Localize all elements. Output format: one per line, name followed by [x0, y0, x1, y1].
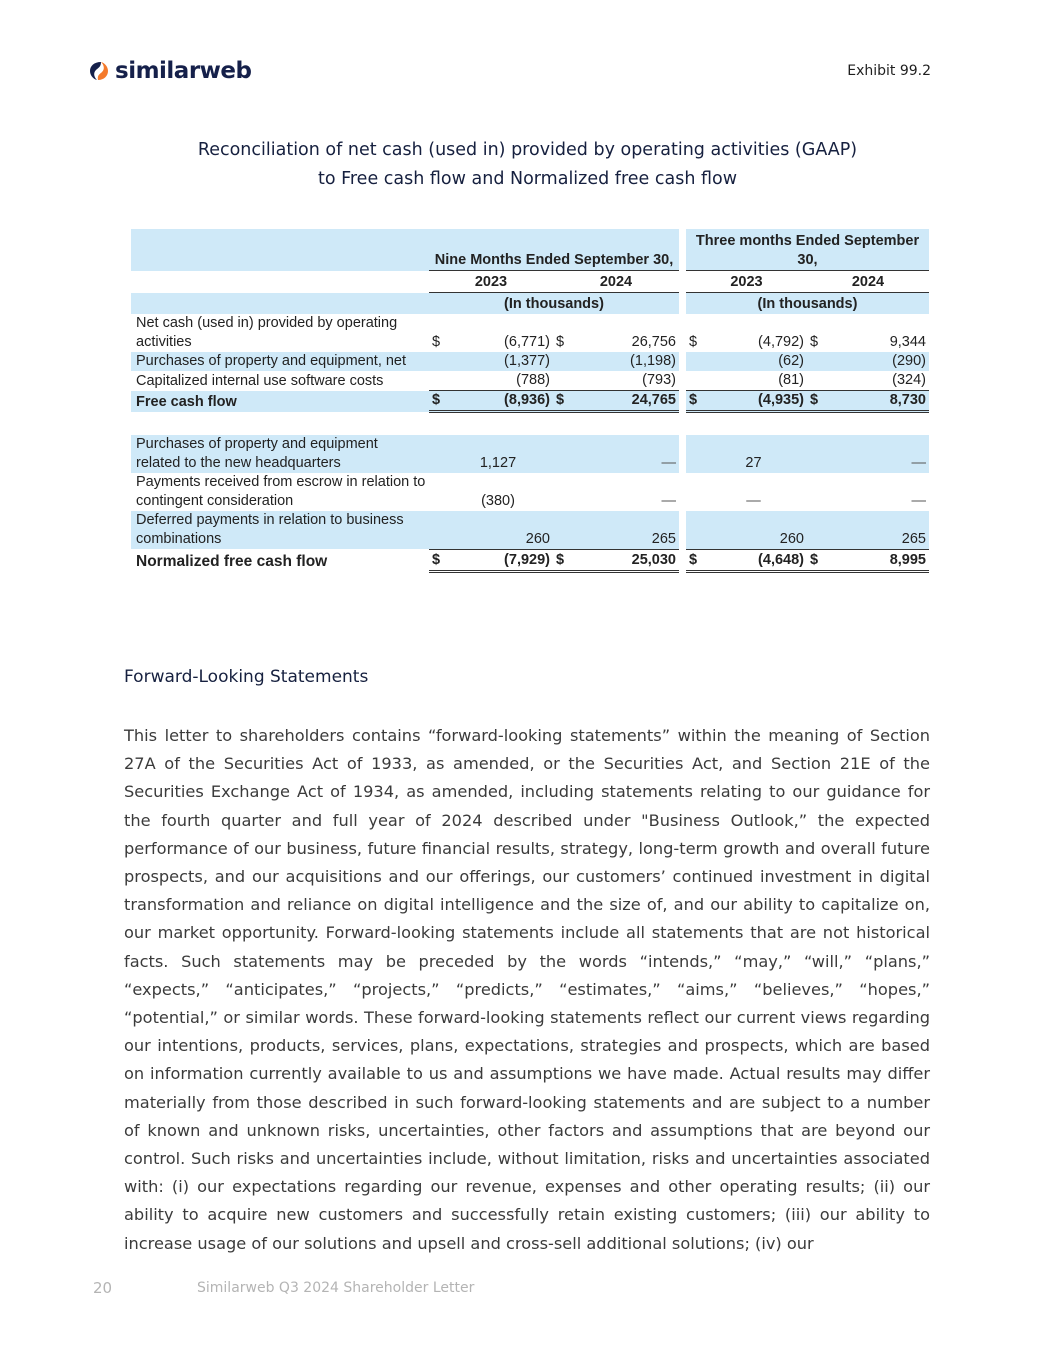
period-header-nine-months: Nine Months Ended September 30, [429, 229, 679, 271]
cell-value: (324) [821, 371, 929, 391]
cell-value: — [661, 493, 676, 509]
cell-value: (4,935) [700, 391, 807, 412]
cell-value: — [567, 435, 679, 473]
footer-doc-title: Similarweb Q3 2024 Shareholder Letter [197, 1280, 475, 1296]
year-header: 2023 [429, 271, 553, 293]
cell-value: — [746, 493, 761, 509]
cell-value: (8,936) [443, 391, 553, 412]
currency-symbol: $ [807, 549, 821, 571]
table-row [131, 473, 929, 511]
year-header: 2024 [553, 271, 679, 293]
cell-value: 9,344 [889, 334, 926, 350]
similarweb-logo-icon [88, 59, 110, 83]
cell-value: (7,929) [443, 549, 553, 571]
header-row-periods [131, 229, 929, 271]
cell-value: (6,771) [504, 334, 550, 350]
currency-symbol: $ [686, 549, 700, 571]
forward-looking-title: Forward-Looking Statements [124, 667, 369, 687]
row-label: Capitalized internal use software costs [136, 372, 384, 389]
cell-value: 26,756 [631, 334, 676, 350]
cell-value: 24,765 [567, 391, 679, 412]
table-row [131, 435, 929, 473]
row-label: Net cash (used in) provided by operating activities [136, 315, 398, 350]
cell-value: (380) [481, 493, 515, 509]
table-title-line-2: to Free cash flow and Normalized free cash flow [317, 169, 738, 189]
unit-header: (In thousands) [686, 293, 929, 315]
cell-value: (4,792) [758, 334, 804, 350]
cell-value: (81) [700, 371, 807, 391]
year-header: 2023 [686, 271, 807, 293]
table-row-total [131, 391, 929, 412]
row-label: Free cash flow [131, 391, 429, 412]
unit-header: (In thousands) [429, 293, 679, 315]
reconciliation-table [131, 229, 929, 573]
currency-symbol: $ [432, 334, 441, 350]
currency-symbol: $ [553, 549, 567, 571]
cell-value: (1,377) [443, 352, 553, 371]
cell-value: 265 [821, 511, 929, 549]
table-row [131, 371, 929, 391]
currency-symbol: $ [429, 549, 443, 571]
table-row [131, 511, 929, 549]
table-title [0, 136, 1055, 194]
row-label: Normalized free cash flow [136, 553, 328, 570]
table-row-total [131, 549, 929, 571]
cell-value: 265 [567, 511, 679, 549]
year-header: 2024 [807, 271, 929, 293]
logo-text: similarweb [115, 58, 252, 84]
similarweb-logo [88, 58, 251, 84]
row-label: Purchases of property and equipment, net [131, 352, 429, 371]
cell-value: (793) [567, 371, 679, 391]
currency-symbol: $ [810, 334, 819, 350]
cell-value: (4,648) [700, 549, 807, 571]
row-label: Purchases of property and equipment related to the new headquarters [131, 435, 429, 473]
cell-value: 25,030 [567, 549, 679, 571]
currency-symbol: $ [429, 391, 443, 412]
cell-value: (62) [700, 352, 807, 371]
currency-symbol: $ [553, 391, 567, 412]
page-number: 20 [93, 1279, 113, 1297]
table-title-line-1: Reconciliation of net cash (used in) provided by operating activities (GAAP) [197, 140, 858, 160]
row-label: Payments received from escrow in relation to contingent consideration [136, 474, 426, 509]
currency-symbol: $ [686, 391, 700, 412]
header-row-units [131, 293, 929, 315]
currency-symbol: $ [807, 391, 821, 412]
period-header-three-months: Three months Ended September 30, [686, 229, 929, 271]
exhibit-label: Exhibit 99.2 [847, 63, 931, 79]
header-row-years [131, 271, 929, 293]
cell-value: — [911, 493, 926, 509]
currency-symbol: $ [689, 334, 698, 350]
row-label: Deferred payments in relation to business combinations [131, 511, 429, 549]
cell-value: (1,198) [567, 352, 679, 371]
currency-symbol: $ [556, 334, 565, 350]
cell-value: (788) [443, 371, 553, 391]
spacer-row [131, 412, 929, 436]
cell-value: 1,127 [443, 435, 553, 473]
forward-looking-body: This letter to shareholders contains “forward-looking statements” within the meaning of Section 27A of the Securities Act of 1933, as amended, or the Securities Act, and Section 21E of the Securities Exchange Act of 1934, as amended, including statements relating to our guidance for the fourth quarter and full year of 2024 described under "Business Outlook,” the expected performance of our business, future financial results, strategy, long-term growth and overall future prospects, and our acquisitions and our offerings, our customers’ continued investment in digital transformation and reliance on digital intelligence and the size of, and our ability to capitalize on, our market opportunity. Forward-looking statements include all statements that are not historical facts. Such statements may be preceded by the words “intends,” “may,” “will,” “plans,” “expects,” “anticipates,” “projects,” “predicts,” “estimates,” “aims,” “believes,” “hopes,” “potential,” or similar words. These forward-looking statements reflect our current views regarding our intentions, products, services, plans, expectations, strategies and prospects, which are based on information currently available to us and assumptions we have made. Actual results may differ materially from those described in such forward-looking statements and are subject to a number of known and unknown risks, uncertainties, other factors and assumptions that are beyond our control. Such risks and uncertainties include, without limitation, risks and uncertainties associated with: (i) our expectations regarding our revenue, expenses and other operating results; (ii) our ability to acquire new customers and successfully retain existing customers; (iii) our ability to increase usage of our solutions and upsell and cross-sell additional solutions; (iv) our [124, 726, 930, 1253]
cell-value: (290) [821, 352, 929, 371]
cell-value: 8,995 [821, 549, 929, 571]
table-row [131, 314, 929, 352]
cell-value: 27 [700, 435, 807, 473]
cell-value: — [821, 435, 929, 473]
cell-value: 260 [700, 511, 807, 549]
cell-value: 260 [443, 511, 553, 549]
table-row [131, 352, 929, 371]
cell-value: 8,730 [821, 391, 929, 412]
